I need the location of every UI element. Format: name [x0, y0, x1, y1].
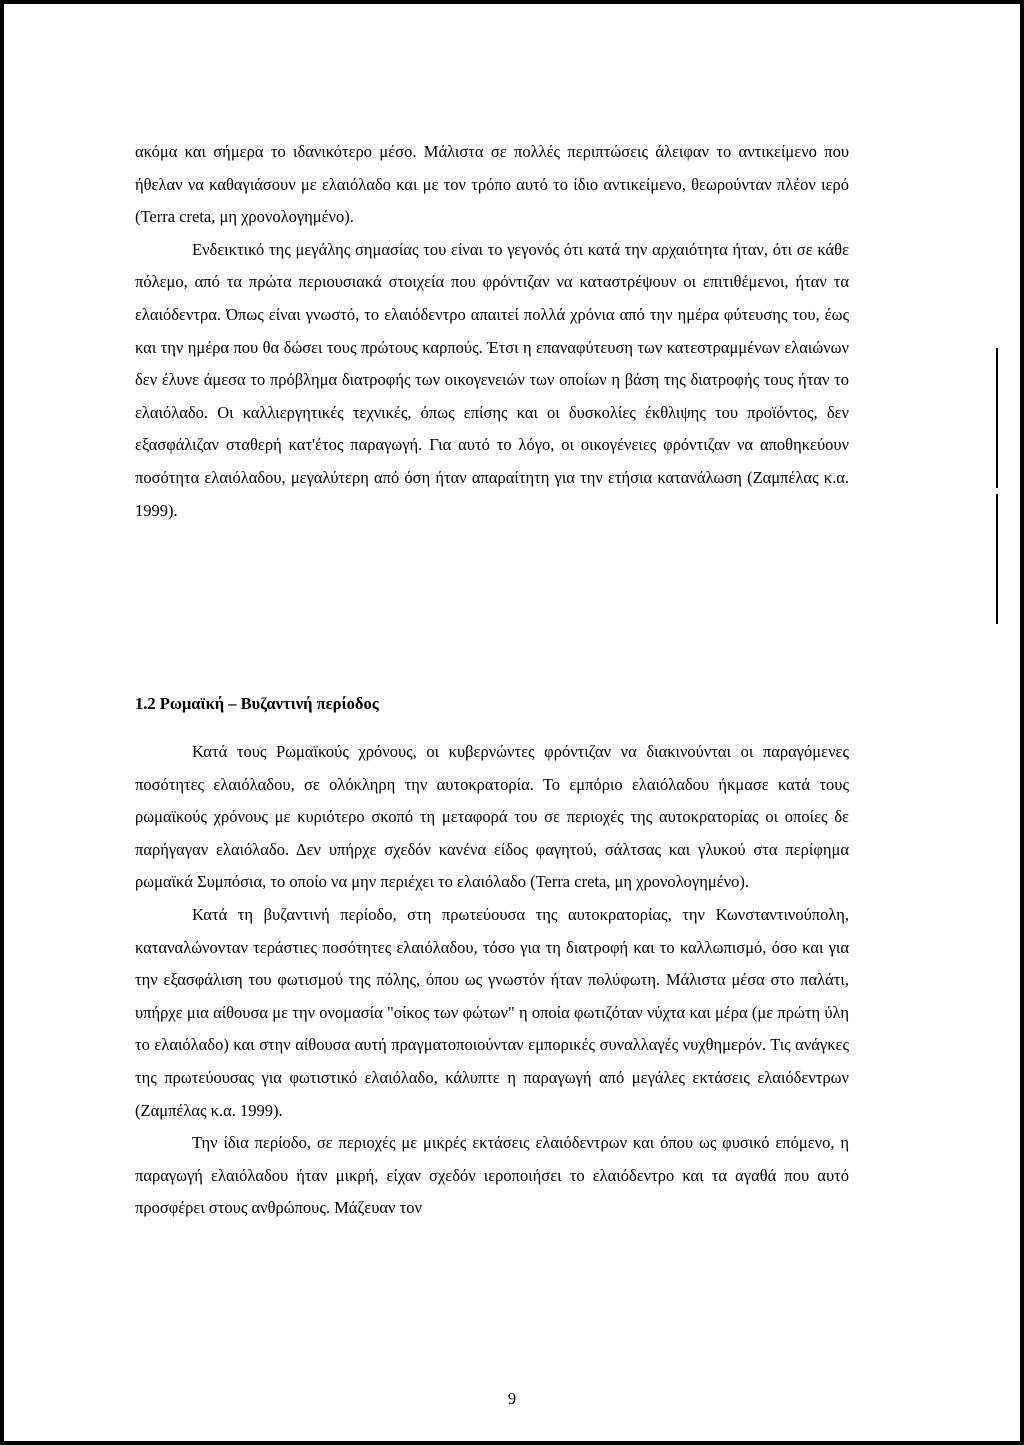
document-page [4, 4, 1020, 1441]
paragraph-roman-period: Κατά τους Ρωμαϊκούς χρόνους, οι κυβερνώντες φρόντιζαν να διακινούνται οι παραγόμενες ποσότητες ελαιόλαδου, σε ολόκληρη την αυτοκρατορία. Το εμπόριο ελαιόλαδου ήκμασε κατά τους ρωμαϊκούς χρόνους με κυριότερο σκοπό τη μεταφορά του σε περιοχές της αυτοκρατορίας οι οποίες δε παρήγαγαν ελαιόλαδο. Δεν υπήρχε σχεδόν κανένα είδος φαγητού, σάλτσας και γλυκού στα περίφημα ρωμαϊκά Συμπόσια, το οποίο να μην περιέχει το ελαιόλαδο (Terra creta, μη χρονολογημένο). [135, 742, 849, 892]
section-heading: 1.2 Ρωμαϊκή – Βυζαντινή περίοδος [135, 694, 379, 713]
paragraph-continued: ακόμα και σήμερα το ιδανικότερο μέσο. Μάλιστα σε πολλές περιπτώσεις άλειφαν το αντικείμενο που ήθελαν να καθαγιάσουν με ελαιόλαδο και με τον τρόπο αυτό το ίδιο αντικείμενο, θεωρούνταν πλέον ιερό (Terra creta, μη χρονολογημένο). [135, 142, 849, 227]
paragraph-olive-tree-importance: Ενδεικτικό της μεγάλης σημασίας του είναι το γεγονός ότι κατά την αρχαιότητα ήταν, ότι σε κάθε πόλεμο, από τα πρώτα περιουσιακά στοιχεία που φρόντιζαν να καταστρέψουν οι επιτιθέμενοι, ήταν τα ελαιόδεντρα. Όπως είναι γνωστό, το ελαιόδεντρο απαιτεί πολλά χρόνια από την ημέρα φύτευσης του, έως και την ημέρα που θα δώσει τους πρώτους καρπούς. Έτσι η επαναφύτευση των κατεστραμμένων ελαιώνων δεν έλυνε άμεσα το πρόβλημα διατροφής των οικογενειών των οποίων η βάση της διατροφής τους ήταν το ελαιόλαδο. Οι καλλιεργητικές τεχνικές, όπως επίσης και οι δυσκολίες έκθλιψης του προϊόντος, δεν εξασφάλιζαν σταθερή κατ'έτος παραγωγή. Για αυτό το λόγο, οι οικογένειες φρόντιζαν να αποθηκεύουν ποσότητα ελαιόλαδου, μεγαλύτερη από όση ήταν απαραίτητη για την ετήσια κατανάλωση (Ζαμπέλας κ.α. 1999). [135, 239, 849, 520]
paragraph-same-period: Την ίδια περίοδο, σε περιοχές με μικρές εκτάσεις ελαιόδεντρων και όπου ως φυσικό επόμενο, η παραγωγή ελαιόλαδου ήταν μικρή, είχαν σχεδόν ιεροποιήσει το ελαιόδεντρο και τα αγαθά που αυτό προσφέρει στους ανθρώπους. Μάζευαν τον [135, 1133, 849, 1218]
page-number: 9 [507, 1389, 517, 1408]
text-block-bottom [135, 736, 849, 1225]
text-block-top [135, 136, 849, 527]
margin-rule [996, 348, 998, 488]
margin-rule [996, 494, 998, 624]
paragraph-byzantine-period: Κατά τη βυζαντινή περίοδο, στη πρωτεύουσα της αυτοκρατορίας, την Κωνσταντινούπολη, καταναλώνονταν τεράστιες ποσότητες ελαιόλαδου, τόσο για τη διατροφή και το καλλωπισμό, όσο και για την εξασφάλιση του φωτισμού της πόλης, όπου ως γνωστόν ήταν πολύφωτη. Μάλιστα μέσα στο παλάτι, υπήρχε μια αίθουσα με την ονομασία "οίκος των φώτων" η οποία φωτιζόταν νύχτα και μέρα (με πρώτη ύλη το ελαιόλαδο) και στην αίθουσα αυτή πραγματοποιούνταν εμπορικές συναλλαγές νυχθημερόν. Τις ανάγκες της πρωτεύουσας για φωτιστικό ελαιόλαδο, κάλυπτε η παραγωγή από μεγάλες εκτάσεις ελαιόδεντρων (Ζαμπέλας κ.α. 1999). [135, 904, 849, 1120]
